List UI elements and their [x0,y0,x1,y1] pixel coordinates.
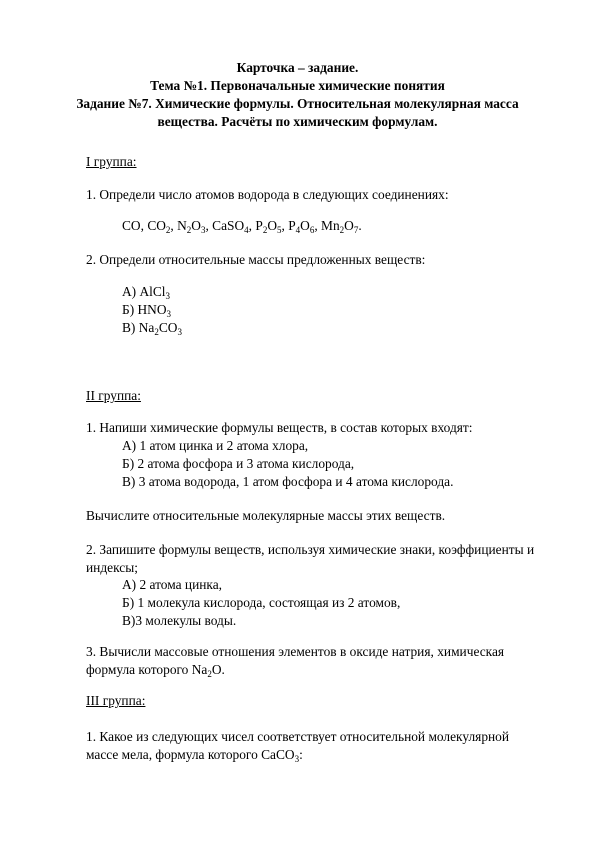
formula-subscript: 4 [295,225,301,235]
formula-subscript: 7 [353,225,359,235]
card-title: Карточка – задание. [236,60,359,75]
formula-item [255,218,281,233]
formula-subscript: 5 [277,225,282,235]
task3-text: формула которого Na [86,662,208,677]
group2-task1: 1. Напиши химические формулы веществ, в состав которых входят: [86,420,473,435]
formula-separator: . [358,218,362,233]
formula-base: CaSO [212,218,245,233]
formula-separator: , [170,218,178,233]
formula-separator: , [281,218,289,233]
formula-separator: , [248,218,256,233]
formula-subscript: 2 [186,225,192,235]
group1-option-c [122,319,182,336]
formula-base: O [191,218,201,233]
option-c-text2: CO [158,320,178,335]
formula-subscript: 2 [339,225,345,235]
formula-base: CO [147,218,166,233]
assignment-title-line1: Задание №7. Химические формулы. Относительная молекулярная масса [76,96,519,111]
formula-base: O [344,218,354,233]
option-c-text: В) Na [122,320,155,335]
formula-item [321,218,358,233]
formula-subscript: 2 [262,225,268,235]
group1-option-b [122,301,171,318]
group2-task2-a: А) 2 атома цинка, [122,577,222,592]
task3-text-end: O. [211,662,225,677]
group2-task3-line1: 3. Вычисли массовые отношения элементов в оксиде натрия, химическая [86,644,505,659]
formula-separator: , [314,218,322,233]
formula-item [177,218,205,233]
group3-task1-text-end: : [299,747,303,762]
formula-subscript: 6 [309,225,315,235]
formula-item [147,218,170,233]
group2-heading: II группа: [86,388,141,403]
formula-base: O [300,218,310,233]
group2-task1-a: А) 1 атом цинка и 2 атома хлора, [122,438,309,453]
group1-option-a [122,283,170,300]
task3-subscript: 2 [207,669,212,679]
assignment-title-line2: вещества. Расчёты по химическим формулам. [157,114,438,129]
formula-base: Mn [321,218,340,233]
formula-subscript: 3 [200,225,206,235]
formula-base: O [267,218,277,233]
group3-task1-subscript: 3 [294,754,300,764]
formula-base: P [288,218,296,233]
formula-item [288,218,314,233]
option-c-subscript2: 3 [177,327,182,337]
group1-heading: I группа: [86,154,137,169]
formula-base: CO [122,218,141,233]
group2-task3-line2 [86,661,225,678]
group2-task2-line2: индексы; [86,560,138,575]
group2-task2-c: В)3 молекулы воды. [122,613,237,628]
option-a-text: А) AlCl [122,284,166,299]
group2-task1-c: В) 3 атома водорода, 1 атом фосфора и 4 атома кислорода. [122,474,454,489]
group2-task2-b: Б) 1 молекула кислорода, состоящая из 2 атомов, [122,595,401,610]
group1-task2: 2. Определи относительные массы предложенных веществ: [86,252,426,267]
formula-item [122,218,141,233]
group3-task1-text: массе мела, формула которого CaCO [86,747,295,762]
topic-title: Тема №1. Первоначальные химические понятия [150,78,445,93]
group3-task1-line1: 1. Какое из следующих чисел соответствует относительной молекулярной [86,729,510,744]
formula-subscript: 2 [165,225,171,235]
formula-base: P [255,218,263,233]
group2-task2-line1: 2. Запишите формулы веществ, используя химические знаки, коэффициенты и [86,542,535,557]
formula-subscript: 4 [244,225,249,235]
formula-item [212,218,249,233]
group3-task1-line2 [86,746,303,763]
option-a-subscript: 3 [165,291,171,301]
group2-calc-instruction: Вычислите относительные молекулярные массы этих веществ. [86,508,446,523]
option-c-subscript1: 2 [154,327,159,337]
formula-list [122,217,362,234]
formula-separator: , [140,218,148,233]
option-b-text: Б) HNO [122,302,167,317]
formula-base: N [177,218,187,233]
group3-heading: III группа: [86,693,146,708]
option-b-subscript: 3 [166,309,172,319]
group1-task1: 1. Определи число атомов водорода в следующих соединениях: [86,187,449,202]
group2-task1-b: Б) 2 атома фосфора и 3 атома кислорода, [122,456,355,471]
formula-separator: , [205,218,213,233]
